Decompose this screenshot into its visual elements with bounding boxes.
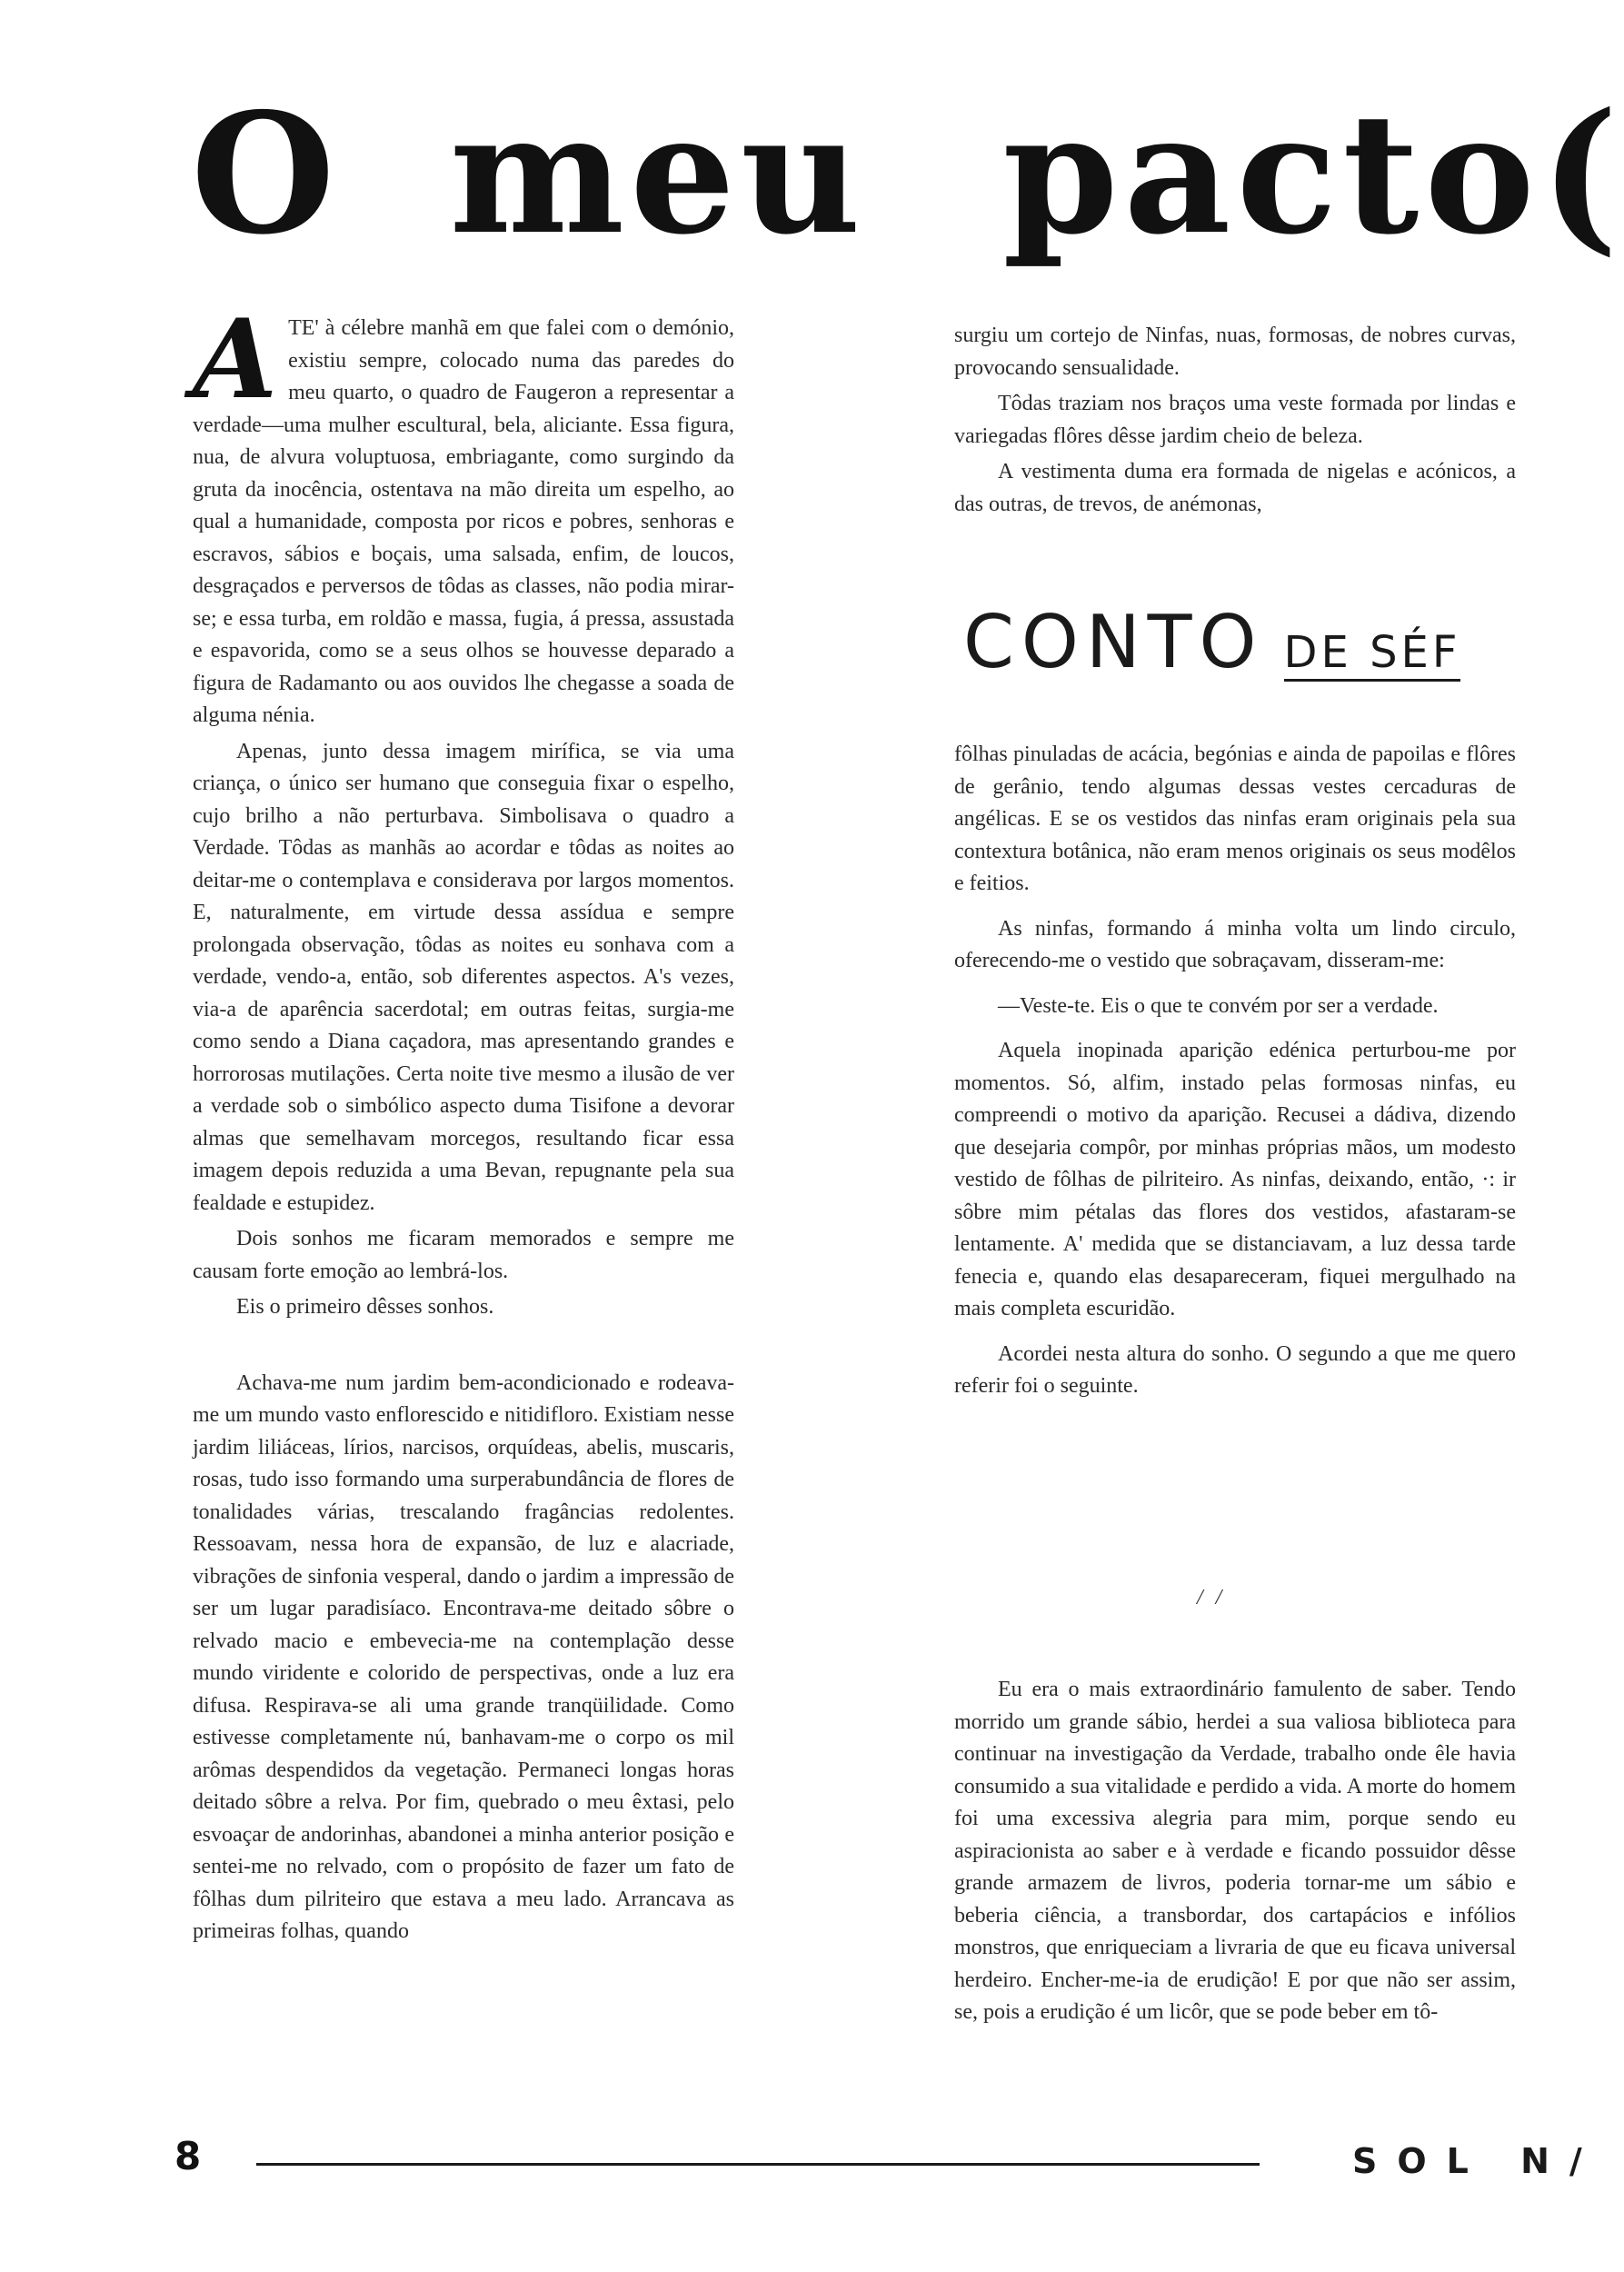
title-word: pacto <box>1002 76 1540 271</box>
section-heading <box>963 600 1609 686</box>
paragraph: A vestimenta duma era formada de nigelas e acónicos, a das outras, de trevos, de anémonas, <box>954 460 1516 516</box>
paragraph: Eu era o mais extraordinário famulento de saber. Tendo morrido um grande sábio, herdei a sua valiosa biblioteca para continuar na investigação da Verdade, trabalho onde êle havia consumido a sua vitalidade e perdido a vida. A morte do homem foi uma excessiva alegria para mim, porque sendo eu aspiracionista ao saber e à verdade e ficando possuidor dêsse grande armazem de livros, poderia tornar-me um sábio e beberia ciência, a transbordar, dos cartapácios e infólios monstros, que enriqueciam a livraria de que eu ficava universal herdeiro. Encher-me-ia de erudição! E por que não ser assim, se, pois a erudição é um licôr, que se pode beber em tô- <box>954 1678 1516 2024</box>
footer-rule <box>256 2163 1260 2166</box>
paragraph: Dois sonhos me ficaram memorados e sempre me causam forte emoção ao lembrá-los. <box>193 1227 734 1283</box>
paragraph: Achava-me num jardim bem-acondicionado e rodeava-me um mundo vasto enflorescido e nitidifloro. Existiam nesse jardim liliáceas, lírios, narcisos, orquídeas, abelis, muscaris, rosas, tudo isso formando uma surperabundância de flores de tonalidades várias, trescalando fragâncias redolentes. Ressoavam, nessa hora de expansão, de luz e alacriade, vibrações de sinfonia vesperal, dando o jardim a impressão de ser um lugar paradisíaco. Encontrava-me deitado sôbre o relvado macio e embevecia-me na contemplação desse mundo viridente e colorido de perspectivas, onde a luz era difusa. Respirava-se ali uma grande tranqüilidade. Como estivesse completamente nú, banhavam-me o corpo os mil arômas despendidos da vegetação. Permaneci longas horas deitado sôbre a relva. Por fim, quebrado o meu êxtasi, pelo esvoaçar de andorinhas, abandonei a minha anterior posição e sentei-me no relvado, com o propósito de fazer um fato de fôlhas dum pilriteiro que estava a meu lado. Arrancava as primeiras folhas, quando <box>193 1370 734 1943</box>
article-title <box>191 76 1624 271</box>
paragraph: As ninfas, formando á minha volta um lindo circulo, oferecendo-me o vestido que sobraçavam, disseram-me: <box>954 916 1516 972</box>
paragraph: Apenas, junto dessa imagem mirífica, se via uma criança, o único ser humano que conseguia fixar o espelho, cujo brilho a não perturbava. Simbolisava o quadro a Verdade. Tôdas as manhãs ao acordar e tôdas as noites ao deitar-me o contemplava e considerava por largos momentos. E, naturalmente, em virtude dessa assídua e sempre prolongada observação, tôdas as noites eu sonhava com a verdade, vendo-a, então, sob diferentes aspectos. A's vezes, via-a de aparência sacerdotal; em outras feitas, surgia-me como sendo a Diana caçadora, mas apresentando grandes e horrorosas mutilações. Certa noite tive mesmo a ilusão de ver a verdade sob o simbólico aspecto duma Tisifone a devorar almas que semelhavam morcegos, resultando ficar essa imagem depois reduzida a uma Bevan, repugnante pela sua fealdade e estupidez. <box>193 739 734 1215</box>
magazine-name: SOL N/ <box>1352 2141 1602 2181</box>
author-byline: DE SÉF <box>1284 626 1461 682</box>
right-column-bottom <box>954 1674 1516 2029</box>
conto-heading: CONTO <box>963 600 1264 684</box>
paragraph: —Veste-te. Eis o que te convém por ser a verdade. <box>998 993 1439 1018</box>
title-word: meu <box>449 76 867 271</box>
page-number: 8 <box>174 2134 202 2178</box>
paragraph: Aquela inopinada aparição edénica perturbou-me por momentos. Só, alfim, instado pelas formosas ninfas, eu compreendi o motivo da aparição. Recusei a dádiva, dizendo que desejaria compôr, por minhas próprias mãos, um modesto vestido de fôlhas de pilriteiro. As ninfas, deixando, então, ·: ir sôbre mim pétalas das flores dos vestidos, afastaram-se lentamente. A' medida que se distanciavam, a luz dessa tarde fenecia e, quando elas desapareceram, fiquei mergulhado na mais completa escuridão. <box>954 1039 1516 1320</box>
paragraph: surgiu um cortejo de Ninfas, nuas, formosas, de nobres curvas, provocando sensualidade. <box>954 324 1516 380</box>
right-column-top <box>954 320 1516 1403</box>
paragraph: fôlhas pinuladas de acácia, begónias e ainda de papoilas e flôres de gerânio, tendo algumas dessas vestes cercaduras de angélicas. E se os vestidos das ninfas eram originais pela sua contextura botânica, não eram menos originais os seus modêlos e feitios. <box>954 742 1516 895</box>
section-break: / / <box>1197 1586 1226 1609</box>
drop-cap: A <box>193 295 278 424</box>
title-word: O <box>191 76 341 271</box>
opening-text: TE' à célebre manhã em que falei com o demónio, existiu sempre, colocado numa das paredes do meu quarto, o quadro de Faugeron a representar a verdade—uma mulher escultural, bela, aliciante. Essa figura, nua, de alvura voluptuosa, embriagante, como surgindo da gruta da inocência, ostentava na mão direita um espelho, ao qual a humanidade, composta por ricos e pobres, senhoras e escravos, sábios e boçais, uma salsada, enfim, de loucos, desgraçados e perversos de tôdas as classes, não podia mirar-se; e essa turba, em roldão e massa, fugia, á pressa, assustada e espavorida, como se a seus olhos se houvesse deparado a figura de Radamanto ou aos ouvidos lhe chegasse a soada de alguma nénia. <box>193 316 734 727</box>
left-column <box>193 295 734 1948</box>
paragraph: Tôdas traziam nos braços uma veste formada por lindas e variegadas flôres dêsse jardim cheio de beleza. <box>954 392 1516 448</box>
paragraph: Eis o primeiro dêsses sonhos. <box>236 1295 494 1319</box>
title-word: ( <box>1539 76 1624 271</box>
paragraph: Acordei nesta altura do sonho. O segundo a que me quero referir foi o seguinte. <box>954 1341 1516 1398</box>
opening-paragraph <box>193 295 734 732</box>
